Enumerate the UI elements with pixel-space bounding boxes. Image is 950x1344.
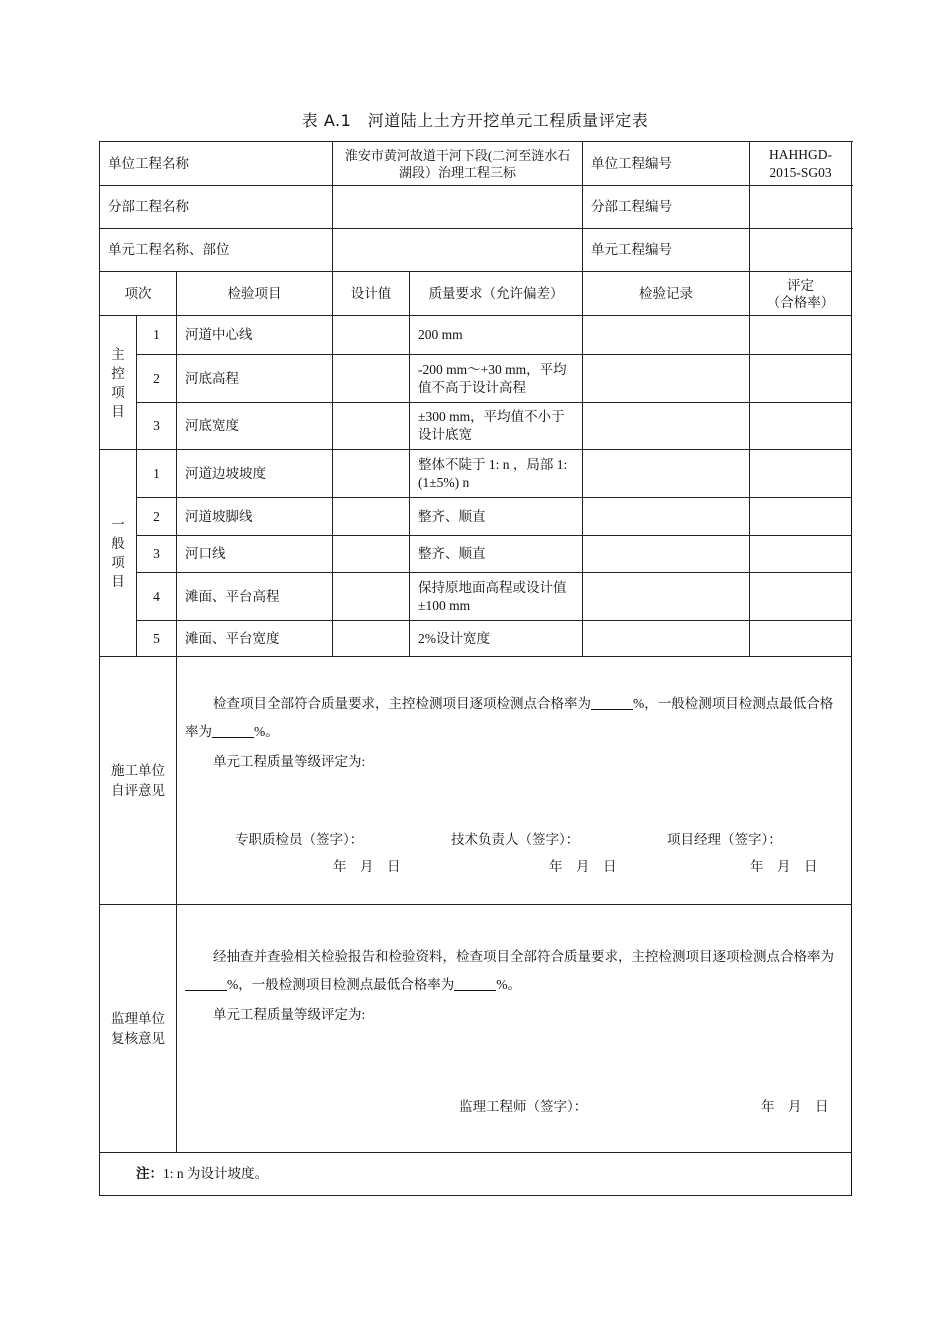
row-design-value[interactable] [333, 355, 410, 403]
row-design-value[interactable] [333, 450, 410, 498]
header-row-unit-project [100, 142, 852, 186]
sub-project-label: 分部工程名称 [100, 186, 333, 229]
col-rating-line1: 评定 [787, 277, 815, 293]
row-requirement: 整齐、顺直 [410, 498, 583, 536]
column-header-row [100, 272, 852, 316]
table-row [100, 536, 852, 573]
supervisor-opinion[interactable] [177, 905, 852, 1153]
row-requirement: 整体不陡于 1: n ，局部 1: (1±5%) n [410, 450, 583, 498]
table-row [100, 621, 852, 657]
supervisor-date[interactable]: 年 月 日 [761, 1099, 829, 1114]
row-no: 2 [137, 498, 177, 536]
row-item: 滩面、平台宽度 [177, 621, 333, 657]
row-rating[interactable] [750, 355, 852, 403]
note-label: 注： [136, 1166, 163, 1181]
element-code-label: 单元工程编号 [583, 229, 750, 272]
quality-assessment-table [99, 141, 852, 1196]
element-label: 单元工程名称、部位 [100, 229, 333, 272]
unit-project-label: 单位工程名称 [100, 142, 333, 186]
table-row [100, 403, 852, 450]
supervisor-paragraph: 经抽查并查验相关检验报告和检验资料，检查项目全部符合质量要求，主控检测项目逐项检测点合格率为%，一般检测项目检测点最低合格率为 %。 [185, 943, 843, 999]
row-record[interactable] [583, 355, 750, 403]
table-row [100, 573, 852, 621]
supervisor-sign[interactable]: 监理工程师（签字）： [459, 1099, 588, 1114]
row-rating[interactable] [750, 498, 852, 536]
row-no: 5 [137, 621, 177, 657]
supervisor-grade: 单元工程质量等级评定为: [213, 1007, 366, 1022]
row-no: 3 [137, 536, 177, 573]
row-no: 2 [137, 355, 177, 403]
main-rate-blank[interactable] [591, 695, 633, 710]
row-rating[interactable] [750, 621, 852, 657]
contractor-date-1[interactable]: 年 月 日 [333, 859, 401, 874]
row-design-value[interactable] [333, 536, 410, 573]
row-design-value[interactable] [333, 403, 410, 450]
table-row [100, 316, 852, 355]
contractor-grade: 单元工程质量等级评定为: [213, 754, 366, 769]
row-record[interactable] [583, 450, 750, 498]
row-record[interactable] [583, 621, 750, 657]
contractor-sign-technical[interactable]: 技术负责人（签字）： [451, 832, 580, 847]
table-row [100, 355, 852, 403]
row-item: 河道边坡坡度 [177, 450, 333, 498]
col-item-no: 项次 [100, 272, 177, 316]
contractor-label: 施工单位自评意见 [100, 657, 177, 905]
row-item: 滩面、平台高程 [177, 573, 333, 621]
header-row-element [100, 229, 852, 272]
sub-code-label: 分部工程编号 [583, 186, 750, 229]
row-requirement: ±300 mm，平均值不小于设计底宽 [410, 403, 583, 450]
row-no: 1 [137, 316, 177, 355]
row-item: 河道坡脚线 [177, 498, 333, 536]
row-no: 3 [137, 403, 177, 450]
row-design-value[interactable] [333, 621, 410, 657]
row-item: 河道中心线 [177, 316, 333, 355]
sub-project-value[interactable] [333, 186, 583, 229]
element-code-value[interactable] [750, 229, 852, 272]
row-design-value[interactable] [333, 573, 410, 621]
table-row [100, 450, 852, 498]
row-item: 河底高程 [177, 355, 333, 403]
main-rate-blank[interactable] [185, 976, 227, 991]
header-row-sub-project [100, 186, 852, 229]
row-design-value[interactable] [333, 316, 410, 355]
general-group-label: 一般项目 [100, 450, 137, 657]
unit-code-value[interactable]: HAHHGD-2015-SG03 [750, 142, 852, 186]
col-check-item: 检验项目 [177, 272, 333, 316]
contractor-sign-inspector[interactable]: 专职质检员（签字）： [235, 832, 364, 847]
contractor-date-3[interactable]: 年 月 日 [750, 859, 818, 874]
contractor-sign-manager[interactable]: 项目经理（签字）： [667, 832, 782, 847]
supervisor-review-row [100, 905, 852, 1153]
row-design-value[interactable] [333, 498, 410, 536]
row-record[interactable] [583, 403, 750, 450]
page-title: 表 A.1 河道陆上土方开挖单元工程质量评定表 [301, 111, 649, 130]
general-rate-blank[interactable] [212, 723, 254, 738]
table-row [100, 498, 852, 536]
row-rating[interactable] [750, 536, 852, 573]
sub-code-value[interactable] [750, 186, 852, 229]
col-quality-req: 质量要求（允许偏差） [410, 272, 583, 316]
row-requirement: 2%设计宽度 [410, 621, 583, 657]
row-no: 4 [137, 573, 177, 621]
row-no: 1 [137, 450, 177, 498]
general-rate-blank[interactable] [454, 976, 496, 991]
col-record: 检验记录 [583, 272, 750, 316]
row-rating[interactable] [750, 316, 852, 355]
col-rating [750, 272, 852, 316]
row-record[interactable] [583, 573, 750, 621]
row-rating[interactable] [750, 403, 852, 450]
main-group-label: 主控项目 [100, 316, 137, 450]
row-record[interactable] [583, 316, 750, 355]
row-rating[interactable] [750, 573, 852, 621]
note [100, 1153, 852, 1196]
unit-code-label: 单位工程编号 [583, 142, 750, 186]
col-rating-line2: （合格率） [766, 294, 835, 310]
row-requirement: 保持原地面高程或设计值±100 mm [410, 573, 583, 621]
row-item: 河底宽度 [177, 403, 333, 450]
row-rating[interactable] [750, 450, 852, 498]
supervisor-label: 监理单位复核意见 [100, 905, 177, 1153]
contractor-assessment-row [100, 657, 852, 905]
row-requirement: 整齐、顺直 [410, 536, 583, 573]
element-value[interactable] [333, 229, 583, 272]
row-item: 河口线 [177, 536, 333, 573]
row-requirement: -200 mm～+30 mm，平均值不高于设计高程 [410, 355, 583, 403]
note-row [100, 1153, 852, 1196]
row-record[interactable] [583, 498, 750, 536]
contractor-paragraph: 检查项目全部符合质量要求，主控检测项目逐项检测点合格率为 %，一般检测项目检测点最低合格率为 %。 [185, 696, 834, 739]
contractor-date-2[interactable]: 年 月 日 [549, 859, 617, 874]
row-requirement: 200 mm [410, 316, 583, 355]
contractor-opinion[interactable] [177, 657, 852, 905]
unit-project-value[interactable]: 淮安市黄河故道干河下段(二河至涟水石湖段）治理工程三标 [333, 142, 583, 186]
note-text: 1: n 为设计坡度。 [163, 1166, 269, 1181]
row-record[interactable] [583, 536, 750, 573]
col-design-value: 设计值 [333, 272, 410, 316]
